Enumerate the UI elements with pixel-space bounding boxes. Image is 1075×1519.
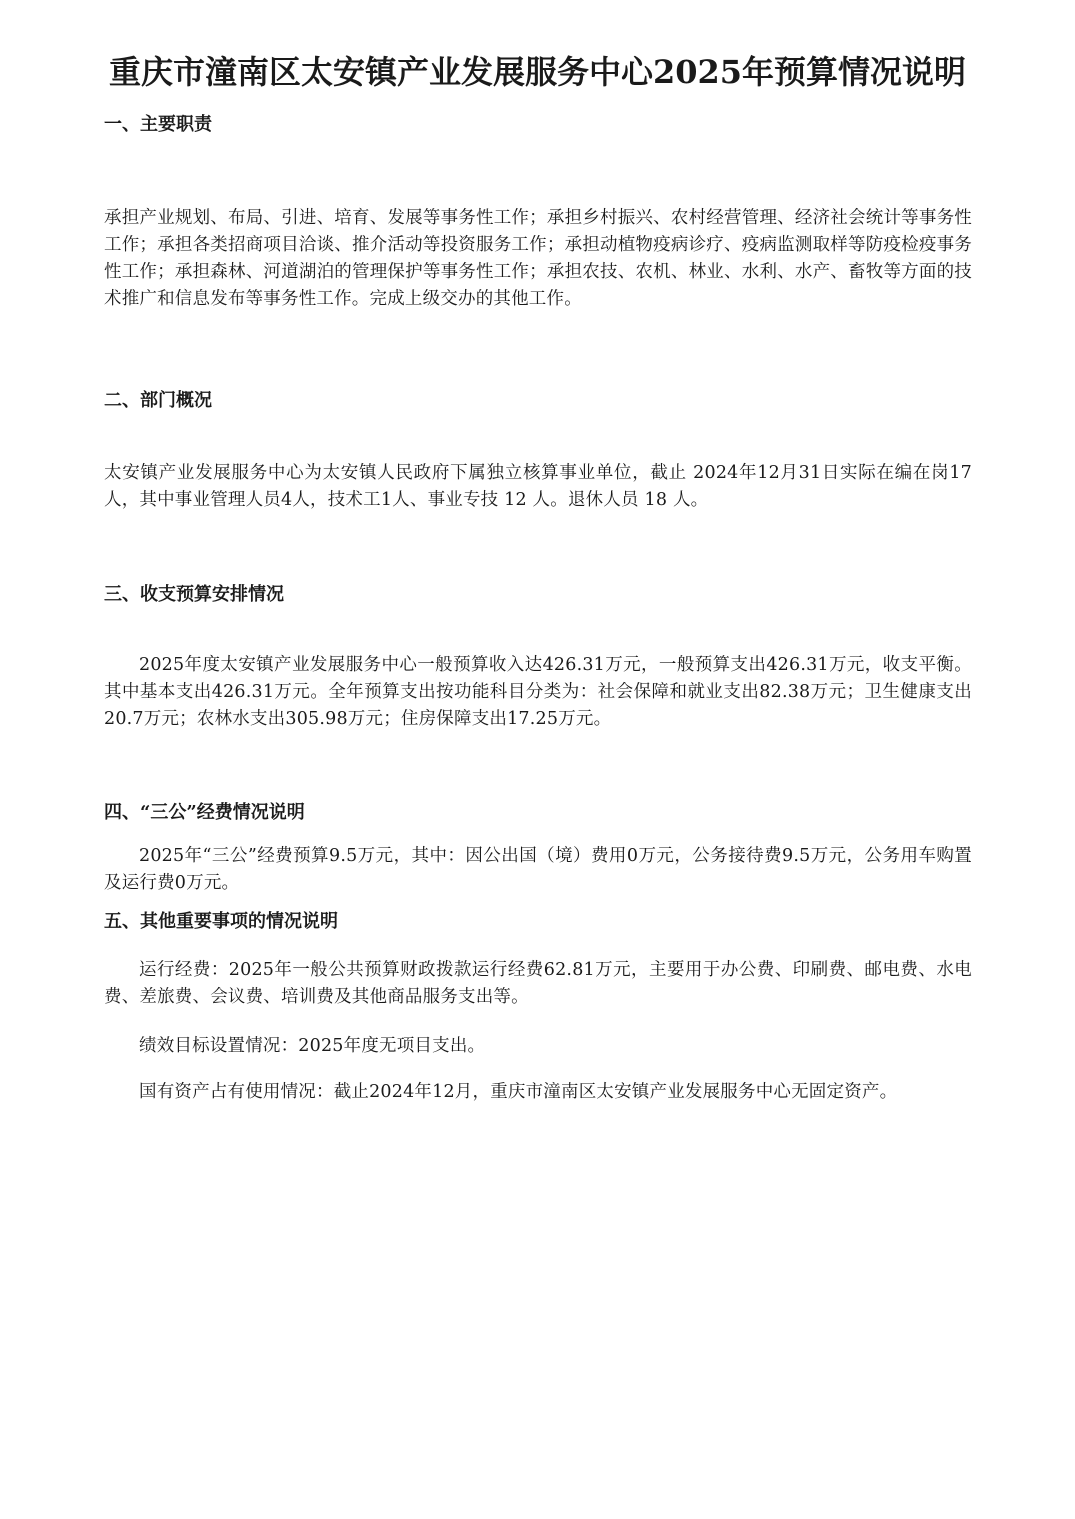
section-paragraph-budget: 2025年度太安镇产业发展服务中心一般预算收入达426.31万元，一般预算支出426.31万元，收支平衡。其中基本支出426.31万元。全年预算支出按功能科目分类为：社会保障和就业支出82.38万元；卫生健康支出20.7万元；农林水支出305.98万元；住房保障支出17.25万元。: [104, 655, 972, 729]
section-paragraph-performance-goals: 绩效目标设置情况：2025年度无项目支出。: [139, 1036, 486, 1056]
section-heading-other-matters: 五、其他重要事项的情况说明: [104, 911, 338, 932]
section-heading-budget: 三、收支预算安排情况: [104, 584, 284, 605]
section-heading-three-public: 四、“三公”经费情况说明: [104, 802, 305, 823]
section-heading-duties: 一、主要职责: [104, 114, 212, 135]
section-heading-overview: 二、部门概况: [104, 390, 212, 411]
section-paragraph-three-public: 2025年“三公”经费预算9.5万元，其中：因公出国（境）费用0万元，公务接待费9.5万元，公务用车购置及运行费0万元。: [104, 846, 972, 893]
section-paragraph-operating-funds: 运行经费：2025年一般公共预算财政拨款运行经费62.81万元，主要用于办公费、印刷费、邮电费、水电费、差旅费、会议费、培训费及其他商品服务支出等。: [104, 960, 972, 1007]
section-paragraph-duties: 承担产业规划、布局、引进、培育、发展等事务性工作；承担乡村振兴、农村经营管理、经济社会统计等事务性工作；承担各类招商项目洽谈、推介活动等投资服务工作；承担动植物疫病诊疗、疫病监测取样等防疫检疫事务性工作；承担森林、河道湖泊的管理保护等事务性工作；承担农技、农机、林业、水利、水产、畜牧等方面的技术推广和信息发布等事务性工作。完成上级交办的其他工作。: [104, 208, 972, 309]
document-title: 重庆市潼南区太安镇产业发展服务中心2025年预算情况说明: [108, 53, 967, 91]
section-paragraph-state-assets: 国有资产占有使用情况：截止2024年12月，重庆市潼南区太安镇产业发展服务中心无固定资产。: [139, 1082, 898, 1102]
section-paragraph-overview: 太安镇产业发展服务中心为太安镇人民政府下属独立核算事业单位，截止 2024年12月31日实际在编在岗17人，其中事业管理人员4人，技术工1人、事业专技 12 人。退休人员 18 人。: [104, 463, 972, 510]
